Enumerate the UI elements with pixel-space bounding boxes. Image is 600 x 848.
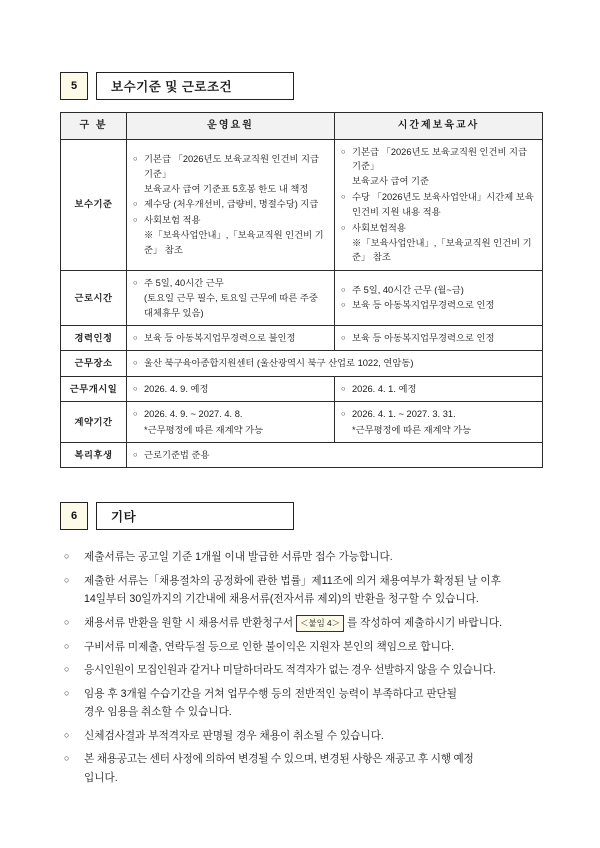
cell-work-hours-operation <box>127 270 335 325</box>
cell-contract-period-parttime <box>335 402 543 443</box>
note-item: ○ 구비서류 미제출, 연락두절 등으로 인한 불이익은 지원자 본인의 책임으로 합니다. <box>62 638 562 657</box>
list-item: ※「보육사업안내」,「보육교직원 인건비 기준」 참조 <box>352 237 532 263</box>
cell-start-date-parttime <box>335 376 543 401</box>
row-label-career-credit: 경력인정 <box>61 325 127 350</box>
list-item: ○ 제수당 (처우개선비, 급량비, 명절수당) 지급 <box>133 197 328 211</box>
list-item: *근무평정에 따른 재계약 가능 <box>144 424 264 435</box>
cell-work-hours-parttime <box>335 270 543 325</box>
table-row <box>61 376 543 401</box>
row-label-welfare: 복리후생 <box>61 443 127 468</box>
note-item: ○ 본 채용공고는 센터 사정에 의하여 변경될 수 있으며, 변경된 사항은 재공고 후 시행 예정 입니다. <box>62 750 562 787</box>
column-header-division: 구 분 <box>61 113 127 140</box>
cell-pay-standard-parttime <box>335 139 543 270</box>
section-5-header <box>60 72 540 100</box>
table-header-row <box>61 113 543 140</box>
list-item: ○ 주 5일, 40시간 근무 (월~금) <box>341 283 536 297</box>
column-header-operation-staff: 운영요원 <box>127 113 335 140</box>
list-item: ※「보육사업안내」,「보육교직원 인건비 기준」 참조 <box>144 230 324 255</box>
list-item: ○ 근로기준법 준용 <box>133 448 536 462</box>
row-label-start-date: 근무개시일 <box>61 376 127 401</box>
list-item: ○ 울산 북구육아종합지원센터 (울산광역시 북구 산업로 1022, 연암동) <box>133 356 536 370</box>
cell-welfare <box>127 443 543 468</box>
note-item: ○ 제출서류는 공고일 기준 1개월 이내 발급한 서류만 접수 가능합니다. <box>62 548 562 567</box>
list-item: 보육교사 급여 기준 <box>352 176 430 187</box>
row-label-pay-standard: 보수기준 <box>61 139 127 270</box>
note-item: ○ 응시인원이 모집인원과 같거나 미달하더라도 적격자가 없는 경우 선발하지 않을 수 있습니다. <box>62 661 562 680</box>
attachment-4-reference: ＜붙임 4＞ <box>296 615 344 632</box>
list-item: *근무평정에 따른 재계약 가능 <box>352 424 472 435</box>
list-item: ○ 보육 등 아동복지업무경력으로 인정 <box>341 331 536 345</box>
note-item: ○ 임용 후 3개월 수습기간을 거쳐 업무수행 등의 전반적인 능력이 부족하다고 판단될 경우 임용을 취소할 수 있습니다. <box>62 685 562 722</box>
cell-pay-standard-operation <box>127 139 335 270</box>
table-row <box>61 325 543 350</box>
list-item: ○ 기본급 「2026년도 보육교직원 인건비 지급 기준」 <box>133 152 328 181</box>
section-5-title: 보수기준 및 근로조건 <box>96 72 294 100</box>
list-item: ○ 2026. 4. 9. 예정 <box>133 382 328 396</box>
list-item: ○ 2026. 4. 1. ~ 2027. 3. 31. <box>341 407 536 421</box>
list-item: ○ 2026. 4. 9. ~ 2027. 4. 8. <box>133 407 328 421</box>
note-item: ○ 제출한 서류는「채용절차의 공정화에 관한 법률」제11조에 의거 채용여부가 확정된 날 이후 14일부터 30일까지의 기간내에 채용서류(전자서류 제외)의 반환을 청구할 수 있습니다. <box>62 572 562 609</box>
list-item: ○ 사회보험적용 <box>341 221 536 235</box>
note-item-return-request: ○ 채용서류 반환을 원할 시 채용서류 반환청구서 ＜붙임 4＞ 를 작성하여 제출하시기 바랍니다. <box>62 614 562 633</box>
column-header-parttime-teacher: 시간제보육교사 <box>335 113 543 140</box>
table-row <box>61 270 543 325</box>
row-label-contract-period: 계약기간 <box>61 402 127 443</box>
cell-start-date-operation <box>127 376 335 401</box>
list-item: 보육교사 급여 기준표 5호봉 한도 내 책정 <box>144 184 309 195</box>
row-label-work-place: 근무장소 <box>61 351 127 376</box>
list-item: 인건비 지원 내용 적용 <box>352 207 441 218</box>
list-item: ○ 사회보험 적용 <box>133 213 328 227</box>
list-item: ○ 기본급 「2026년도 보육교직원 인건비 지급 기준」 <box>341 145 536 174</box>
table-row <box>61 351 543 376</box>
section-6-number: 6 <box>60 502 88 530</box>
row-label-work-hours: 근로시간 <box>61 270 127 325</box>
cell-work-place <box>127 351 543 376</box>
section-5-number: 5 <box>60 72 88 100</box>
table-row <box>61 402 543 443</box>
section-6 <box>0 502 600 787</box>
cell-career-credit-operation <box>127 325 335 350</box>
list-item: ○ 수당 「2026년도 보육사업안내」시간제 보육 <box>341 190 536 204</box>
cell-career-credit-parttime <box>335 325 543 350</box>
compensation-table <box>60 112 543 468</box>
cell-contract-period-operation <box>127 402 335 443</box>
table-row <box>61 139 543 270</box>
note-item: ○ 신체검사결과 부적격자로 판명될 경우 채용이 취소될 수 있습니다. <box>62 727 562 746</box>
table-row <box>61 443 543 468</box>
list-item: ○ 보육 등 아동복지업무경력으로 인정 <box>341 298 536 312</box>
list-item: ○ 2026. 4. 1. 예정 <box>341 382 536 396</box>
section-6-title: 기타 <box>96 502 294 530</box>
other-notes-list <box>62 548 562 787</box>
list-item: ○ 보육 등 아동복지업무경력으로 불인정 <box>133 331 328 345</box>
list-item: (토요일 근무 필수, 토요일 근무에 따른 주중 대체휴무 있음) <box>144 293 318 318</box>
section-6-header <box>60 502 540 530</box>
list-item: ○ 주 5일, 40시간 근무 <box>133 276 328 290</box>
